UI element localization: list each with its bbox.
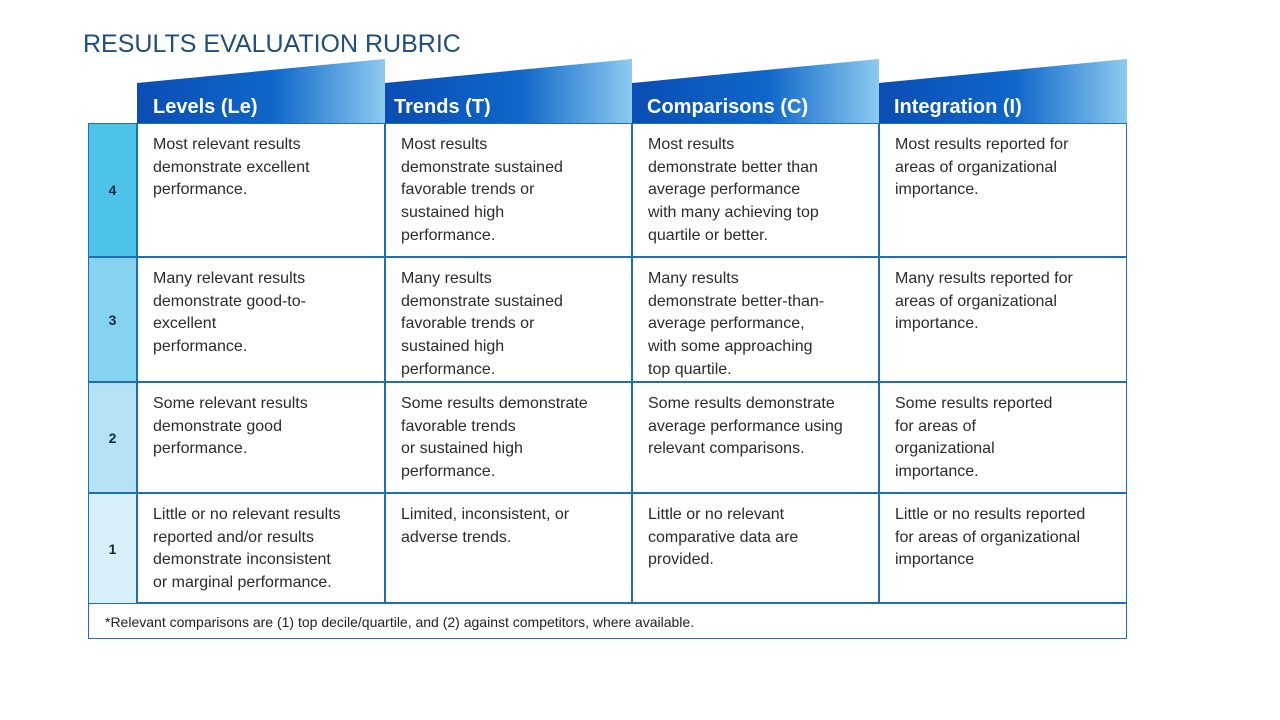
levels-cell: Many relevant results demonstrate good-to- excellent performance. <box>138 258 386 381</box>
table-row <box>89 494 1126 604</box>
level-cell: 2 <box>89 383 138 492</box>
integration-cell: Many results reported for areas of organizational importance. <box>895 270 1073 333</box>
comparisons-cell: Some results demonstrate average performance using relevant comparisons. <box>633 383 880 492</box>
table-row <box>89 124 1126 258</box>
trends-cell: Some results demonstrate favorable trends or sustained high performance. <box>386 383 633 492</box>
comparisons-cell: Little or no relevant comparative data are provided. <box>633 494 880 604</box>
trends-cell: Limited, inconsistent, or adverse trends. <box>386 494 633 604</box>
level-cell: 1 <box>89 494 138 604</box>
column-header-label: Trends (T) <box>394 96 491 118</box>
levels-cell: Most relevant results demonstrate excellent performance. <box>138 124 386 256</box>
column-header-label: Levels (Le) <box>153 96 258 118</box>
levels-cell: Some relevant results demonstrate good performance. <box>138 383 386 492</box>
trends-cell: Many results demonstrate sustained favorable trends or sustained high performance. <box>386 258 633 381</box>
levels-cell: Little or no relevant results reported and/or results demonstrate inconsistent or marginal performance. <box>138 494 386 604</box>
level-cell: 3 <box>89 258 138 381</box>
table-row <box>89 383 1126 494</box>
integration-cell: Little or no results reported for areas of organizational importance <box>895 506 1086 569</box>
table-row <box>89 258 1126 383</box>
level-cell: 4 <box>89 124 138 256</box>
column-header-levels <box>137 59 385 123</box>
trends-cell: Most results demonstrate sustained favorable trends or sustained high performance. <box>386 124 633 256</box>
column-header-label: Integration (I) <box>894 96 1022 118</box>
page-title: RESULTS EVALUATION RUBRIC <box>83 30 461 58</box>
comparisons-cell: Most results demonstrate better than average performance with many achieving top quartile or better. <box>633 124 880 256</box>
integration-cell: Most results reported for areas of organizational importance. <box>895 136 1069 199</box>
column-header-integration <box>879 59 1127 123</box>
integration-cell: Some results reported for areas of organizational importance. <box>895 395 1053 481</box>
rubric-body <box>88 123 1127 603</box>
footnote: *Relevant comparisons are (1) top decile/quartile, and (2) against competitors, where available. <box>88 603 1127 639</box>
column-header-trends <box>385 59 632 123</box>
column-header-comparisons <box>632 59 879 123</box>
rubric-table <box>88 59 1127 639</box>
comparisons-cell: Many results demonstrate better-than- average performance, with some approaching top quartile. <box>633 258 880 381</box>
column-header-label: Comparisons (C) <box>647 96 809 118</box>
